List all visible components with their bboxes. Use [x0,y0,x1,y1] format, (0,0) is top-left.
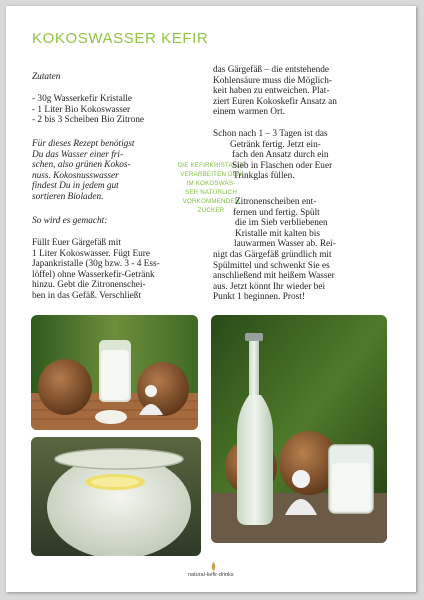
col2-line: Spülmittel und schwenkt Sie es [213,260,330,271]
logo-text: natural-kefir-drinks [188,572,234,578]
howto-heading: So wird es gemacht: [32,216,108,226]
col2-line: Kristalle mit kalten bis [235,228,320,239]
col2-line: Schon nach 1 – 3 Tagen ist das [213,129,328,139]
photo-coconuts-glass [31,315,198,430]
photo-coconuts-glass-image [31,315,198,430]
col2-paragraph-2 [213,129,332,182]
photo-jar-lemon [31,437,201,556]
step1-line: löffel) ohne Wasserkefir-Getränk [32,269,155,280]
col2-line: keit haben zu entweichen. Plat- [213,86,330,97]
col2-line: fach den Ansatz durch ein [232,150,329,161]
ingredients-list [32,94,144,126]
hint-line: Für dieses Rezept benötigst [32,139,135,149]
col2-line: Trinkglas füllen. [233,171,295,182]
side-note-line: ZUCKER [197,207,225,214]
side-note-line: SER NATÜRLICH [185,189,237,196]
step1-line: 1 Liter Kokoswasser. Fügt Eure [32,248,150,259]
photo-jar-lemon-image [31,437,201,556]
col2-line: ziert Euren Kokoskefir Ansatz an [213,96,337,107]
step1-line: Japankristalle (30g bzw. 3 - 4 Ess- [32,259,160,270]
leaf-logo-icon [209,562,217,571]
col2-line: Kohlensäure muss die Möglich- [213,75,333,86]
hint-paragraph [32,139,135,203]
photo-bottle-glass [211,315,387,543]
col2-line: Sieb in Flaschen oder Euer [232,160,333,171]
side-note-line: VORKOMMENDEN [182,198,240,205]
col2-line: fernen und fertig. Spült [233,207,320,218]
ingredient-item: - 1 Liter Bio Kokoswasser [32,104,131,115]
col2-line: Getränk fertig. Jetzt ein- [230,139,321,150]
step1-paragraph [32,238,160,302]
hint-line: Du das Wasser einer fri- [32,149,124,160]
hint-line: nuss. Kokosnusswasser [32,170,119,181]
col2-line: einem warmen Ort. [213,107,286,118]
col2-line: nigt das Gärgefäß gründlich mit [213,249,332,260]
step1-line: ben in das Gefäß. Verschließt [32,290,142,301]
col2-paragraph-3 [213,197,336,303]
ingredient-item: - 2 bis 3 Scheiben Bio Zitrone [32,115,145,126]
hint-line: schen, also grünen Kokos- [32,160,131,171]
col2-line: Punkt 1 beginnen. Prost! [213,292,305,303]
col2-paragraph-1 [213,65,337,118]
ingredient-item: - 30g Wasserkefir Kristalle [32,94,133,104]
photo-bottle-glass-image [211,315,387,543]
document-page [6,6,416,592]
side-note-line: IM KOKOSWAS- [186,180,236,187]
col2-line: lauwarmen Wasser ab. Rei- [234,239,336,250]
hint-line: sortieren Bioladen. [32,191,104,202]
ingredients-heading: Zutaten [32,72,61,82]
side-note-line: VERARBEITEN DEN [180,171,242,178]
hint-line: findest Du in jedem gut [32,181,119,192]
col2-line: die im Sieb verbliebenen [235,218,328,229]
col2-line: das Gärgefäß – die entstehende [213,65,329,75]
step1-line: Füllt Euer Gärgefäß mit [32,238,121,248]
step1-line: hinzu. Gebt die Zitronenschei- [32,280,146,291]
page-title: KOKOSWASSER KEFIR [32,30,209,47]
col2-line: aus. Jetzt könnt Ihr wieder bei [213,281,326,292]
side-note-line: DIE KEFIRKRISTALLE [177,162,245,169]
col2-line: anschließend mit heißem Wasser [213,271,335,282]
col2-line: Zitronenscheiben ent- [235,197,317,207]
